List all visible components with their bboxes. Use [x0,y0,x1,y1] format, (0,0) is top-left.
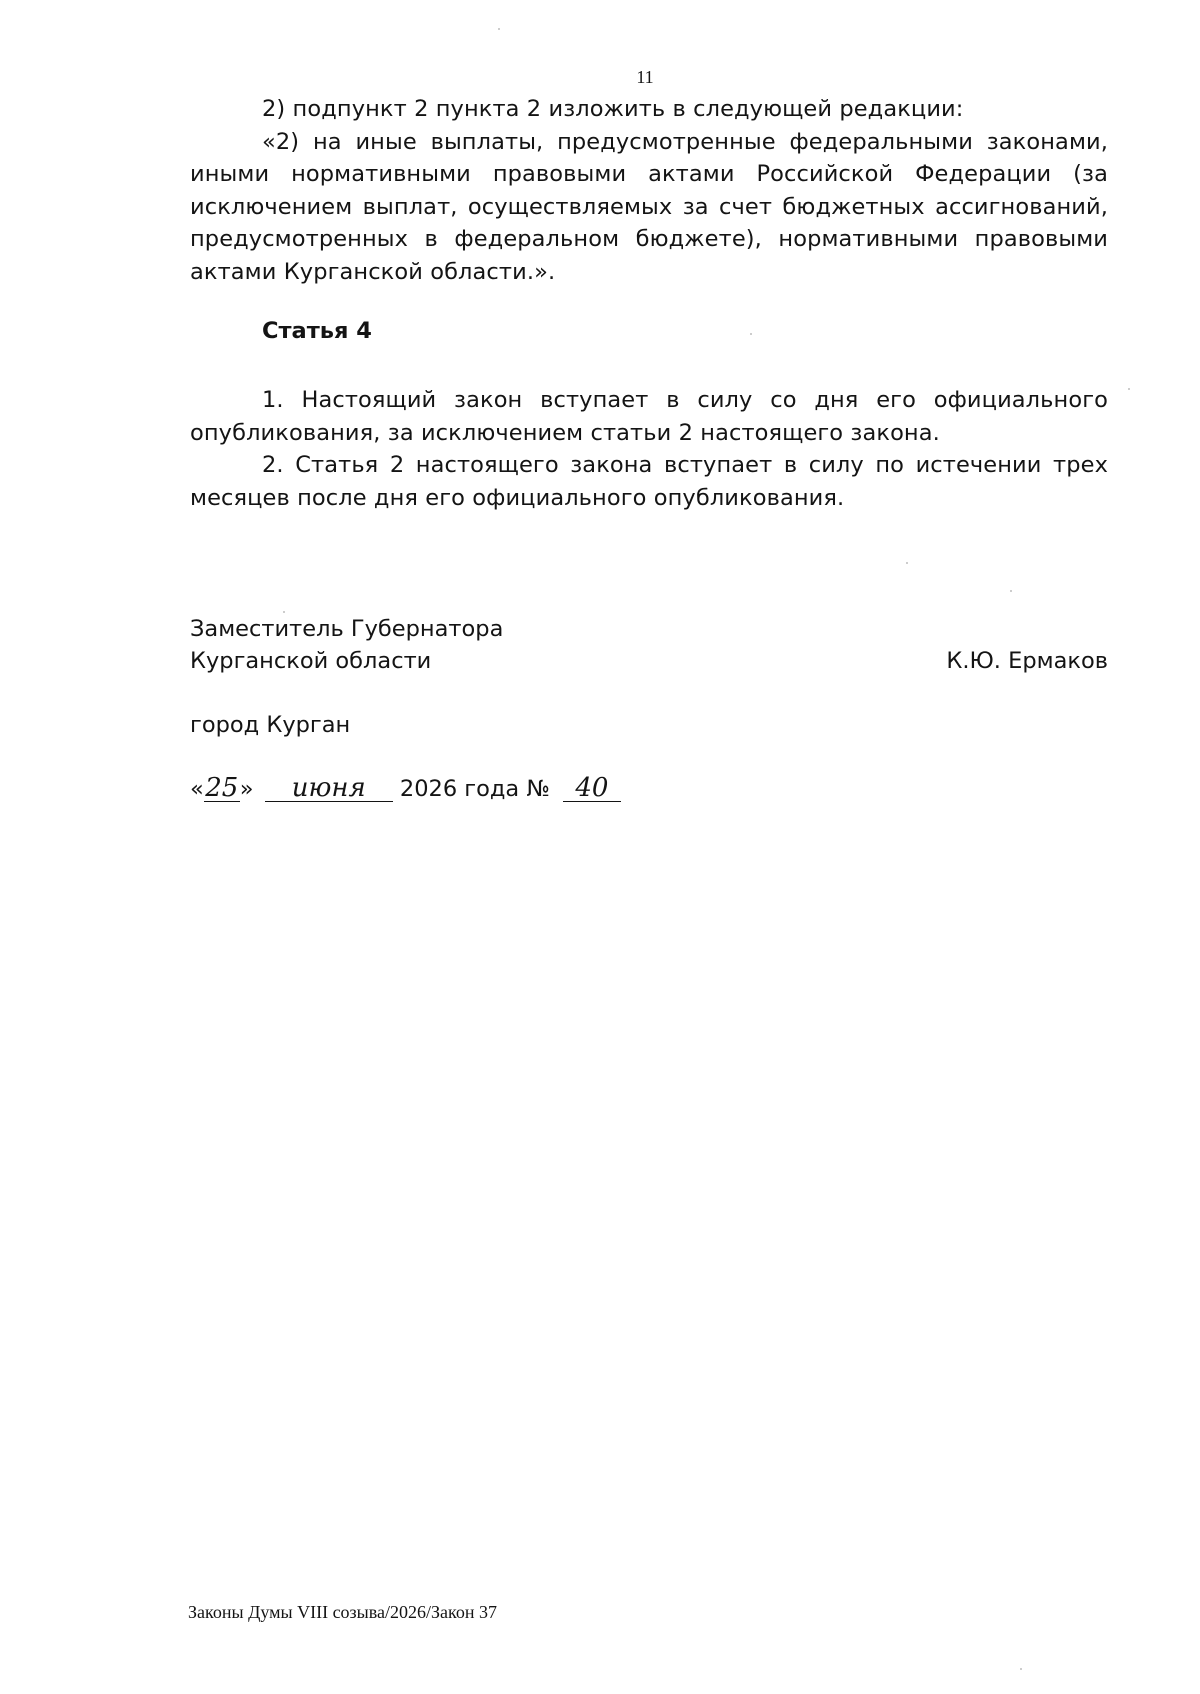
date-line [190,775,621,802]
scan-speck [750,333,752,335]
city-label: город Курган [190,712,351,738]
date-open-quote: « [190,776,204,802]
article-body [190,384,1108,514]
scan-speck [1010,590,1012,592]
scan-speck [498,28,500,30]
amendment-intro: 2) подпункт 2 пункта 2 изложить в следующей редакции: [262,96,964,122]
date-year-text: 2026 года № [399,776,550,802]
signature-block [190,613,1108,677]
handwritten-day: 25 [205,773,239,803]
date-close-quote: » [239,776,254,802]
scan-speck [1128,388,1130,390]
article-item-2: 2. Статья 2 настоящего закона вступает в силу по истечении трех месяцев после дня его официального опубликования. [190,452,1108,511]
handwritten-month: июня [265,775,393,802]
signatory-position-line1: Заместитель Губернатора [190,616,504,642]
scan-speck [1020,1668,1022,1670]
footer-path: Законы Думы VIII созыва/2026/Закон 37 [188,1602,497,1622]
amendment-text: «2) на иные выплаты, предусмотренные федеральными законами, иными нормативными правовыми актами Российской Федерации (за исключением выплат, осуществляемых за счет бюджетных ассигнований, предусмотренных в федеральном бюджете), нормативными правовыми актами Курганской области.». [190,128,1108,285]
page-number: 11 [636,67,654,87]
scan-speck [283,611,285,613]
amendment-block [190,93,1108,288]
signatory-name: К.Ю. Ермаков [946,648,1108,674]
article-item-1: 1. Настоящий закон вступает в силу со дня его официального опубликования, за исключением статьи 2 настоящего закона. [190,387,1108,446]
signatory-position-line2: Курганской области [190,648,432,674]
scan-speck [906,562,908,564]
article-title: Статья 4 [262,318,372,344]
handwritten-law-number: 40 [563,775,621,802]
